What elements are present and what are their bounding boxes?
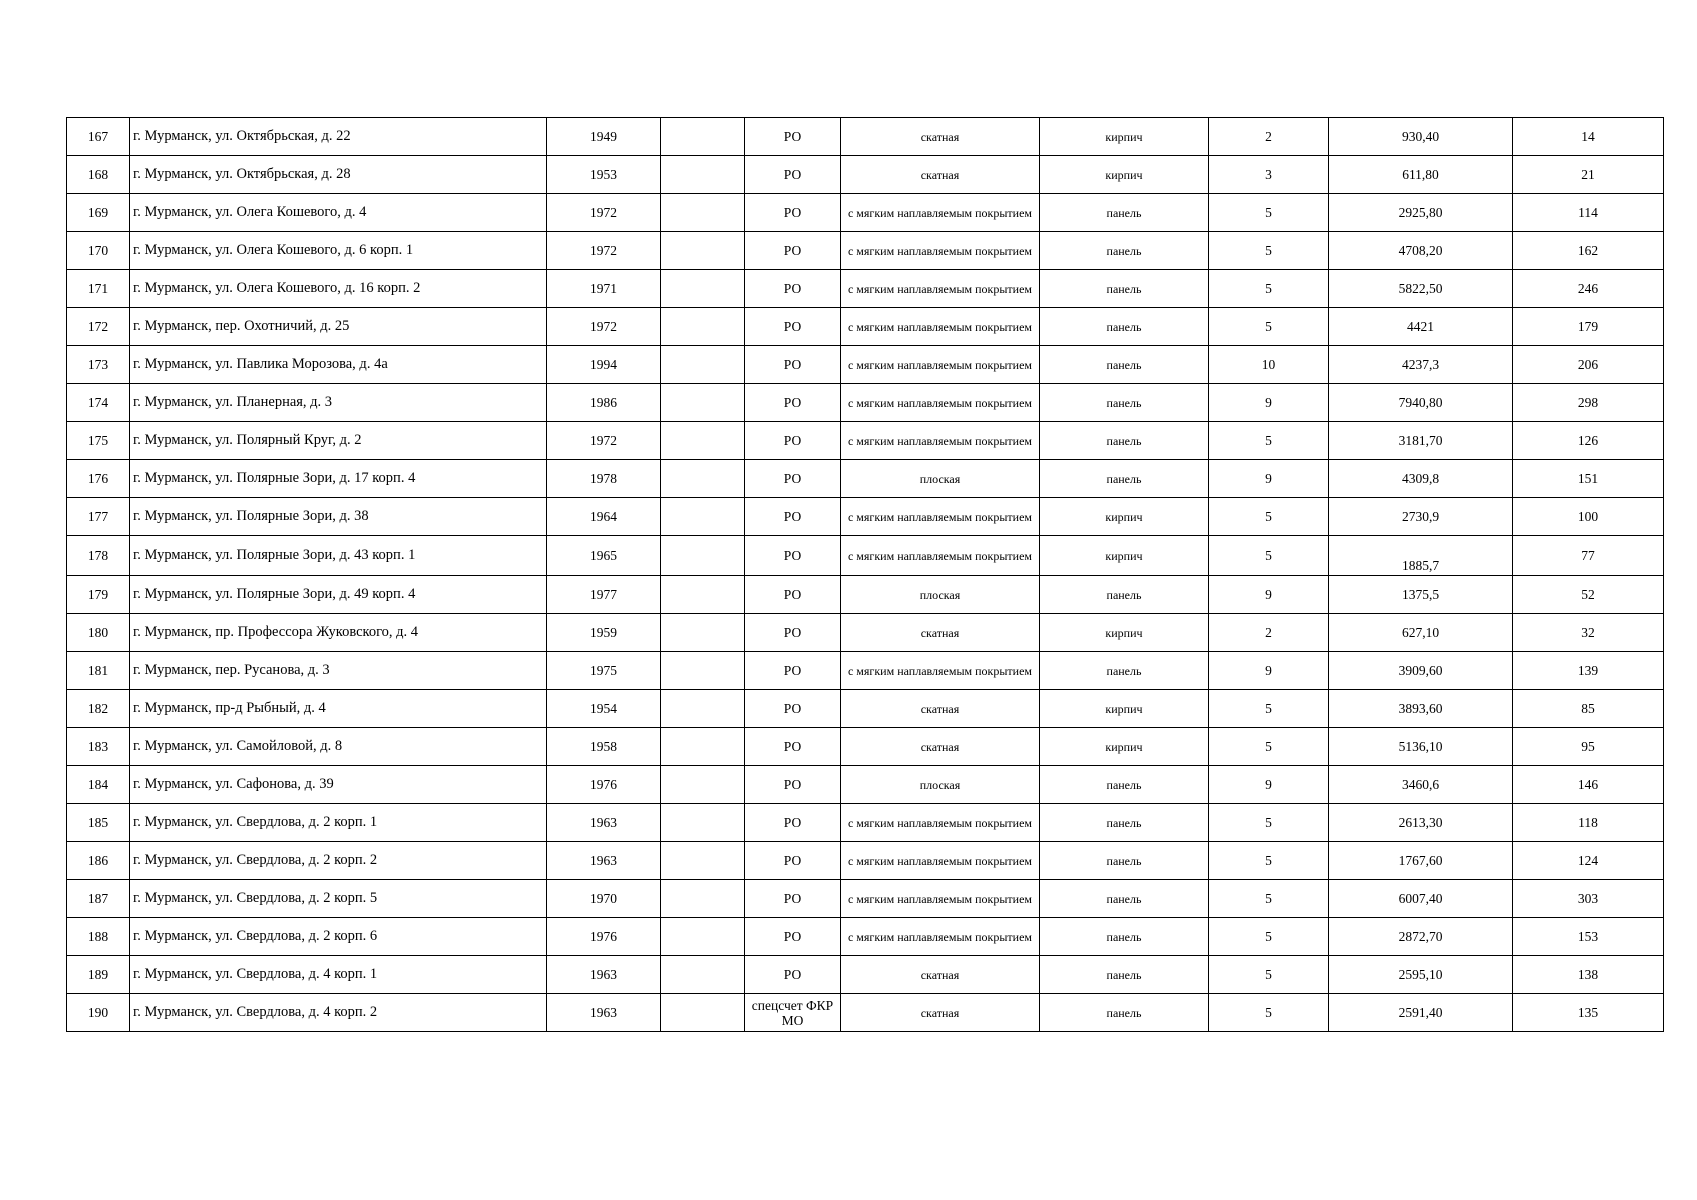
year-built-cell: 1972	[547, 232, 661, 270]
address-cell: г. Мурманск, ул. Полярные Зори, д. 38	[130, 498, 547, 536]
address-cell: г. Мурманск, ул. Полярные Зори, д. 43 корп. 1	[130, 536, 547, 576]
area-cell: 3460,6	[1329, 766, 1513, 804]
year-built-cell: 1977	[547, 576, 661, 614]
fund-method-cell: РО	[745, 308, 841, 346]
table-row	[67, 536, 1664, 576]
residents-cell: 153	[1513, 918, 1664, 956]
empty-cell	[661, 422, 745, 460]
year-built-cell: 1963	[547, 994, 661, 1032]
empty-cell	[661, 880, 745, 918]
roof-type-cell: скатная	[841, 994, 1040, 1032]
residents-cell: 162	[1513, 232, 1664, 270]
roof-type-cell: с мягким наплавляемым покрытием	[841, 232, 1040, 270]
floors-cell: 9	[1209, 576, 1329, 614]
roof-type-cell: плоская	[841, 460, 1040, 498]
table-row	[67, 460, 1664, 498]
fund-method-cell: РО	[745, 804, 841, 842]
housing-registry-table	[66, 117, 1664, 1032]
empty-cell	[661, 346, 745, 384]
floors-cell: 5	[1209, 194, 1329, 232]
residents-cell: 95	[1513, 728, 1664, 766]
fund-method-cell: РО	[745, 536, 841, 576]
fund-method-cell: РО	[745, 194, 841, 232]
empty-cell	[661, 194, 745, 232]
wall-material-cell: панель	[1040, 766, 1209, 804]
wall-material-cell: панель	[1040, 460, 1209, 498]
year-built-cell: 1978	[547, 460, 661, 498]
address-cell: г. Мурманск, ул. Октябрьская, д. 22	[130, 118, 547, 156]
empty-cell	[661, 232, 745, 270]
roof-type-cell: с мягким наплавляемым покрытием	[841, 498, 1040, 536]
fund-method-cell: РО	[745, 576, 841, 614]
residents-cell: 138	[1513, 956, 1664, 994]
floors-cell: 5	[1209, 536, 1329, 576]
floors-cell: 5	[1209, 994, 1329, 1032]
floors-cell: 5	[1209, 918, 1329, 956]
table-row	[67, 498, 1664, 536]
floors-cell: 5	[1209, 842, 1329, 880]
roof-type-cell: с мягким наплавляемым покрытием	[841, 536, 1040, 576]
wall-material-cell: панель	[1040, 652, 1209, 690]
residents-cell: 146	[1513, 766, 1664, 804]
roof-type-cell: с мягким наплавляемым покрытием	[841, 422, 1040, 460]
wall-material-cell: панель	[1040, 842, 1209, 880]
row-number-cell: 188	[67, 918, 130, 956]
area-cell: 5136,10	[1329, 728, 1513, 766]
address-cell: г. Мурманск, ул. Свердлова, д. 2 корп. 5	[130, 880, 547, 918]
row-number-cell: 183	[67, 728, 130, 766]
residents-cell: 21	[1513, 156, 1664, 194]
roof-type-cell: скатная	[841, 118, 1040, 156]
floors-cell: 5	[1209, 956, 1329, 994]
row-number-cell: 177	[67, 498, 130, 536]
fund-method-cell: РО	[745, 232, 841, 270]
area-cell: 1375,5	[1329, 576, 1513, 614]
fund-method-cell: РО	[745, 956, 841, 994]
fund-method-cell: РО	[745, 498, 841, 536]
row-number-cell: 184	[67, 766, 130, 804]
residents-cell: 139	[1513, 652, 1664, 690]
fund-method-cell: РО	[745, 614, 841, 652]
residents-cell: 124	[1513, 842, 1664, 880]
address-cell: г. Мурманск, ул. Сафонова, д. 39	[130, 766, 547, 804]
residents-cell: 298	[1513, 384, 1664, 422]
residents-cell: 151	[1513, 460, 1664, 498]
table-row	[67, 232, 1664, 270]
fund-method-cell: РО	[745, 766, 841, 804]
row-number-cell: 185	[67, 804, 130, 842]
fund-method-cell: РО	[745, 422, 841, 460]
year-built-cell: 1994	[547, 346, 661, 384]
address-cell: г. Мурманск, ул. Свердлова, д. 2 корп. 2	[130, 842, 547, 880]
row-number-cell: 181	[67, 652, 130, 690]
roof-type-cell: скатная	[841, 728, 1040, 766]
floors-cell: 5	[1209, 422, 1329, 460]
residents-cell: 246	[1513, 270, 1664, 308]
wall-material-cell: панель	[1040, 422, 1209, 460]
year-built-cell: 1959	[547, 614, 661, 652]
address-cell: г. Мурманск, ул. Октябрьская, д. 28	[130, 156, 547, 194]
area-cell: 4309,8	[1329, 460, 1513, 498]
year-built-cell: 1954	[547, 690, 661, 728]
area-cell: 3181,70	[1329, 422, 1513, 460]
address-cell: г. Мурманск, ул. Свердлова, д. 2 корп. 6	[130, 918, 547, 956]
floors-cell: 5	[1209, 728, 1329, 766]
fund-method-cell: РО	[745, 346, 841, 384]
empty-cell	[661, 956, 745, 994]
address-cell: г. Мурманск, пер. Охотничий, д. 25	[130, 308, 547, 346]
fund-method-cell: РО	[745, 156, 841, 194]
table-row	[67, 956, 1664, 994]
area-cell: 611,80	[1329, 156, 1513, 194]
empty-cell	[661, 994, 745, 1032]
area-cell: 6007,40	[1329, 880, 1513, 918]
fund-method-cell: РО	[745, 728, 841, 766]
empty-cell	[661, 918, 745, 956]
table-row	[67, 994, 1664, 1032]
table-row	[67, 918, 1664, 956]
row-number-cell: 179	[67, 576, 130, 614]
area-cell: 4421	[1329, 308, 1513, 346]
year-built-cell: 1971	[547, 270, 661, 308]
table-row	[67, 804, 1664, 842]
area-cell: 2925,80	[1329, 194, 1513, 232]
empty-cell	[661, 690, 745, 728]
table-row	[67, 652, 1664, 690]
table-row	[67, 842, 1664, 880]
floors-cell: 9	[1209, 460, 1329, 498]
fund-method-cell: РО	[745, 460, 841, 498]
address-cell: г. Мурманск, ул. Планерная, д. 3	[130, 384, 547, 422]
year-built-cell: 1970	[547, 880, 661, 918]
wall-material-cell: панель	[1040, 232, 1209, 270]
row-number-cell: 186	[67, 842, 130, 880]
empty-cell	[661, 384, 745, 422]
table-row	[67, 384, 1664, 422]
address-cell: г. Мурманск, ул. Олега Кошевого, д. 16 корп. 2	[130, 270, 547, 308]
area-cell: 930,40	[1329, 118, 1513, 156]
address-cell: г. Мурманск, ул. Павлика Морозова, д. 4а	[130, 346, 547, 384]
roof-type-cell: с мягким наплавляемым покрытием	[841, 842, 1040, 880]
fund-method-cell: РО	[745, 690, 841, 728]
floors-cell: 5	[1209, 308, 1329, 346]
residents-cell: 135	[1513, 994, 1664, 1032]
empty-cell	[661, 614, 745, 652]
residents-cell: 32	[1513, 614, 1664, 652]
empty-cell	[661, 498, 745, 536]
roof-type-cell: скатная	[841, 690, 1040, 728]
floors-cell: 5	[1209, 232, 1329, 270]
wall-material-cell: панель	[1040, 270, 1209, 308]
wall-material-cell: кирпич	[1040, 690, 1209, 728]
address-cell: г. Мурманск, ул. Олега Кошевого, д. 6 корп. 1	[130, 232, 547, 270]
fund-method-cell: РО	[745, 270, 841, 308]
empty-cell	[661, 460, 745, 498]
area-cell: 2872,70	[1329, 918, 1513, 956]
residents-cell: 118	[1513, 804, 1664, 842]
year-built-cell: 1975	[547, 652, 661, 690]
wall-material-cell: кирпич	[1040, 728, 1209, 766]
address-cell: г. Мурманск, ул. Свердлова, д. 4 корп. 1	[130, 956, 547, 994]
floors-cell: 5	[1209, 270, 1329, 308]
floors-cell: 5	[1209, 804, 1329, 842]
table-row	[67, 728, 1664, 766]
area-cell: 5822,50	[1329, 270, 1513, 308]
wall-material-cell: кирпич	[1040, 536, 1209, 576]
row-number-cell: 171	[67, 270, 130, 308]
area-cell: 2730,9	[1329, 498, 1513, 536]
wall-material-cell: панель	[1040, 994, 1209, 1032]
wall-material-cell: панель	[1040, 804, 1209, 842]
row-number-cell: 189	[67, 956, 130, 994]
empty-cell	[661, 308, 745, 346]
area-cell: 1885,7	[1329, 536, 1513, 576]
wall-material-cell: панель	[1040, 384, 1209, 422]
wall-material-cell: кирпич	[1040, 118, 1209, 156]
year-built-cell: 1986	[547, 384, 661, 422]
residents-cell: 100	[1513, 498, 1664, 536]
floors-cell: 5	[1209, 690, 1329, 728]
address-cell: г. Мурманск, ул. Самойловой, д. 8	[130, 728, 547, 766]
area-cell: 2591,40	[1329, 994, 1513, 1032]
residents-cell: 77	[1513, 536, 1664, 576]
roof-type-cell: с мягким наплавляемым покрытием	[841, 346, 1040, 384]
residents-cell: 179	[1513, 308, 1664, 346]
table-row	[67, 422, 1664, 460]
empty-cell	[661, 728, 745, 766]
table-row	[67, 690, 1664, 728]
residents-cell: 303	[1513, 880, 1664, 918]
floors-cell: 3	[1209, 156, 1329, 194]
year-built-cell: 1963	[547, 842, 661, 880]
area-cell: 3909,60	[1329, 652, 1513, 690]
table-row	[67, 766, 1664, 804]
residents-cell: 126	[1513, 422, 1664, 460]
floors-cell: 9	[1209, 652, 1329, 690]
table-row	[67, 194, 1664, 232]
wall-material-cell: кирпич	[1040, 156, 1209, 194]
address-cell: г. Мурманск, ул. Полярные Зори, д. 17 корп. 4	[130, 460, 547, 498]
table-row	[67, 614, 1664, 652]
address-cell: г. Мурманск, ул. Свердлова, д. 2 корп. 1	[130, 804, 547, 842]
year-built-cell: 1964	[547, 498, 661, 536]
fund-method-cell: РО	[745, 880, 841, 918]
table-row	[67, 880, 1664, 918]
area-cell: 7940,80	[1329, 384, 1513, 422]
table-row	[67, 308, 1664, 346]
residents-cell: 114	[1513, 194, 1664, 232]
year-built-cell: 1958	[547, 728, 661, 766]
residents-cell: 206	[1513, 346, 1664, 384]
address-cell: г. Мурманск, пр-д Рыбный, д. 4	[130, 690, 547, 728]
roof-type-cell: с мягким наплавляемым покрытием	[841, 384, 1040, 422]
roof-type-cell: с мягким наплавляемым покрытием	[841, 308, 1040, 346]
empty-cell	[661, 652, 745, 690]
fund-method-cell: РО	[745, 118, 841, 156]
roof-type-cell: с мягким наплавляемым покрытием	[841, 918, 1040, 956]
row-number-cell: 173	[67, 346, 130, 384]
row-number-cell: 169	[67, 194, 130, 232]
empty-cell	[661, 766, 745, 804]
year-built-cell: 1953	[547, 156, 661, 194]
floors-cell: 5	[1209, 880, 1329, 918]
address-cell: г. Мурманск, пер. Русанова, д. 3	[130, 652, 547, 690]
row-number-cell: 174	[67, 384, 130, 422]
area-cell: 3893,60	[1329, 690, 1513, 728]
fund-method-cell: РО	[745, 652, 841, 690]
address-cell: г. Мурманск, ул. Олега Кошевого, д. 4	[130, 194, 547, 232]
roof-type-cell: с мягким наплавляемым покрытием	[841, 652, 1040, 690]
roof-type-cell: с мягким наплавляемым покрытием	[841, 194, 1040, 232]
residents-cell: 14	[1513, 118, 1664, 156]
row-number-cell: 168	[67, 156, 130, 194]
wall-material-cell: панель	[1040, 576, 1209, 614]
area-cell: 4237,3	[1329, 346, 1513, 384]
fund-method-cell: спецсчет ФКР МО	[745, 994, 841, 1032]
row-number-cell: 190	[67, 994, 130, 1032]
fund-method-cell: РО	[745, 384, 841, 422]
row-number-cell: 176	[67, 460, 130, 498]
area-cell: 2595,10	[1329, 956, 1513, 994]
empty-cell	[661, 576, 745, 614]
table-row	[67, 156, 1664, 194]
year-built-cell: 1976	[547, 766, 661, 804]
wall-material-cell: кирпич	[1040, 614, 1209, 652]
area-cell: 1767,60	[1329, 842, 1513, 880]
year-built-cell: 1972	[547, 194, 661, 232]
area-cell: 627,10	[1329, 614, 1513, 652]
roof-type-cell: плоская	[841, 576, 1040, 614]
floors-cell: 9	[1209, 766, 1329, 804]
row-number-cell: 180	[67, 614, 130, 652]
year-built-cell: 1963	[547, 956, 661, 994]
empty-cell	[661, 804, 745, 842]
area-cell: 2613,30	[1329, 804, 1513, 842]
empty-cell	[661, 842, 745, 880]
wall-material-cell: панель	[1040, 346, 1209, 384]
roof-type-cell: с мягким наплавляемым покрытием	[841, 880, 1040, 918]
row-number-cell: 172	[67, 308, 130, 346]
floors-cell: 10	[1209, 346, 1329, 384]
row-number-cell: 170	[67, 232, 130, 270]
table-body	[67, 118, 1664, 1032]
year-built-cell: 1976	[547, 918, 661, 956]
row-number-cell: 167	[67, 118, 130, 156]
table-row	[67, 576, 1664, 614]
address-cell: г. Мурманск, ул. Полярный Круг, д. 2	[130, 422, 547, 460]
floors-cell: 2	[1209, 118, 1329, 156]
empty-cell	[661, 536, 745, 576]
floors-cell: 5	[1209, 498, 1329, 536]
roof-type-cell: скатная	[841, 956, 1040, 994]
year-built-cell: 1972	[547, 422, 661, 460]
table-row	[67, 270, 1664, 308]
empty-cell	[661, 118, 745, 156]
table-row	[67, 346, 1664, 384]
roof-type-cell: с мягким наплавляемым покрытием	[841, 270, 1040, 308]
residents-cell: 85	[1513, 690, 1664, 728]
wall-material-cell: панель	[1040, 308, 1209, 346]
row-number-cell: 182	[67, 690, 130, 728]
address-cell: г. Мурманск, ул. Свердлова, д. 4 корп. 2	[130, 994, 547, 1032]
roof-type-cell: плоская	[841, 766, 1040, 804]
year-built-cell: 1963	[547, 804, 661, 842]
row-number-cell: 178	[67, 536, 130, 576]
fund-method-cell: РО	[745, 918, 841, 956]
empty-cell	[661, 270, 745, 308]
row-number-cell: 175	[67, 422, 130, 460]
wall-material-cell: кирпич	[1040, 498, 1209, 536]
floors-cell: 9	[1209, 384, 1329, 422]
wall-material-cell: панель	[1040, 956, 1209, 994]
residents-cell: 52	[1513, 576, 1664, 614]
address-cell: г. Мурманск, ул. Полярные Зори, д. 49 корп. 4	[130, 576, 547, 614]
area-cell: 4708,20	[1329, 232, 1513, 270]
address-cell: г. Мурманск, пр. Профессора Жуковского, д. 4	[130, 614, 547, 652]
wall-material-cell: панель	[1040, 880, 1209, 918]
wall-material-cell: панель	[1040, 918, 1209, 956]
roof-type-cell: скатная	[841, 156, 1040, 194]
year-built-cell: 1949	[547, 118, 661, 156]
year-built-cell: 1965	[547, 536, 661, 576]
empty-cell	[661, 156, 745, 194]
row-number-cell: 187	[67, 880, 130, 918]
roof-type-cell: скатная	[841, 614, 1040, 652]
year-built-cell: 1972	[547, 308, 661, 346]
floors-cell: 2	[1209, 614, 1329, 652]
fund-method-cell: РО	[745, 842, 841, 880]
table-row	[67, 118, 1664, 156]
wall-material-cell: панель	[1040, 194, 1209, 232]
roof-type-cell: с мягким наплавляемым покрытием	[841, 804, 1040, 842]
